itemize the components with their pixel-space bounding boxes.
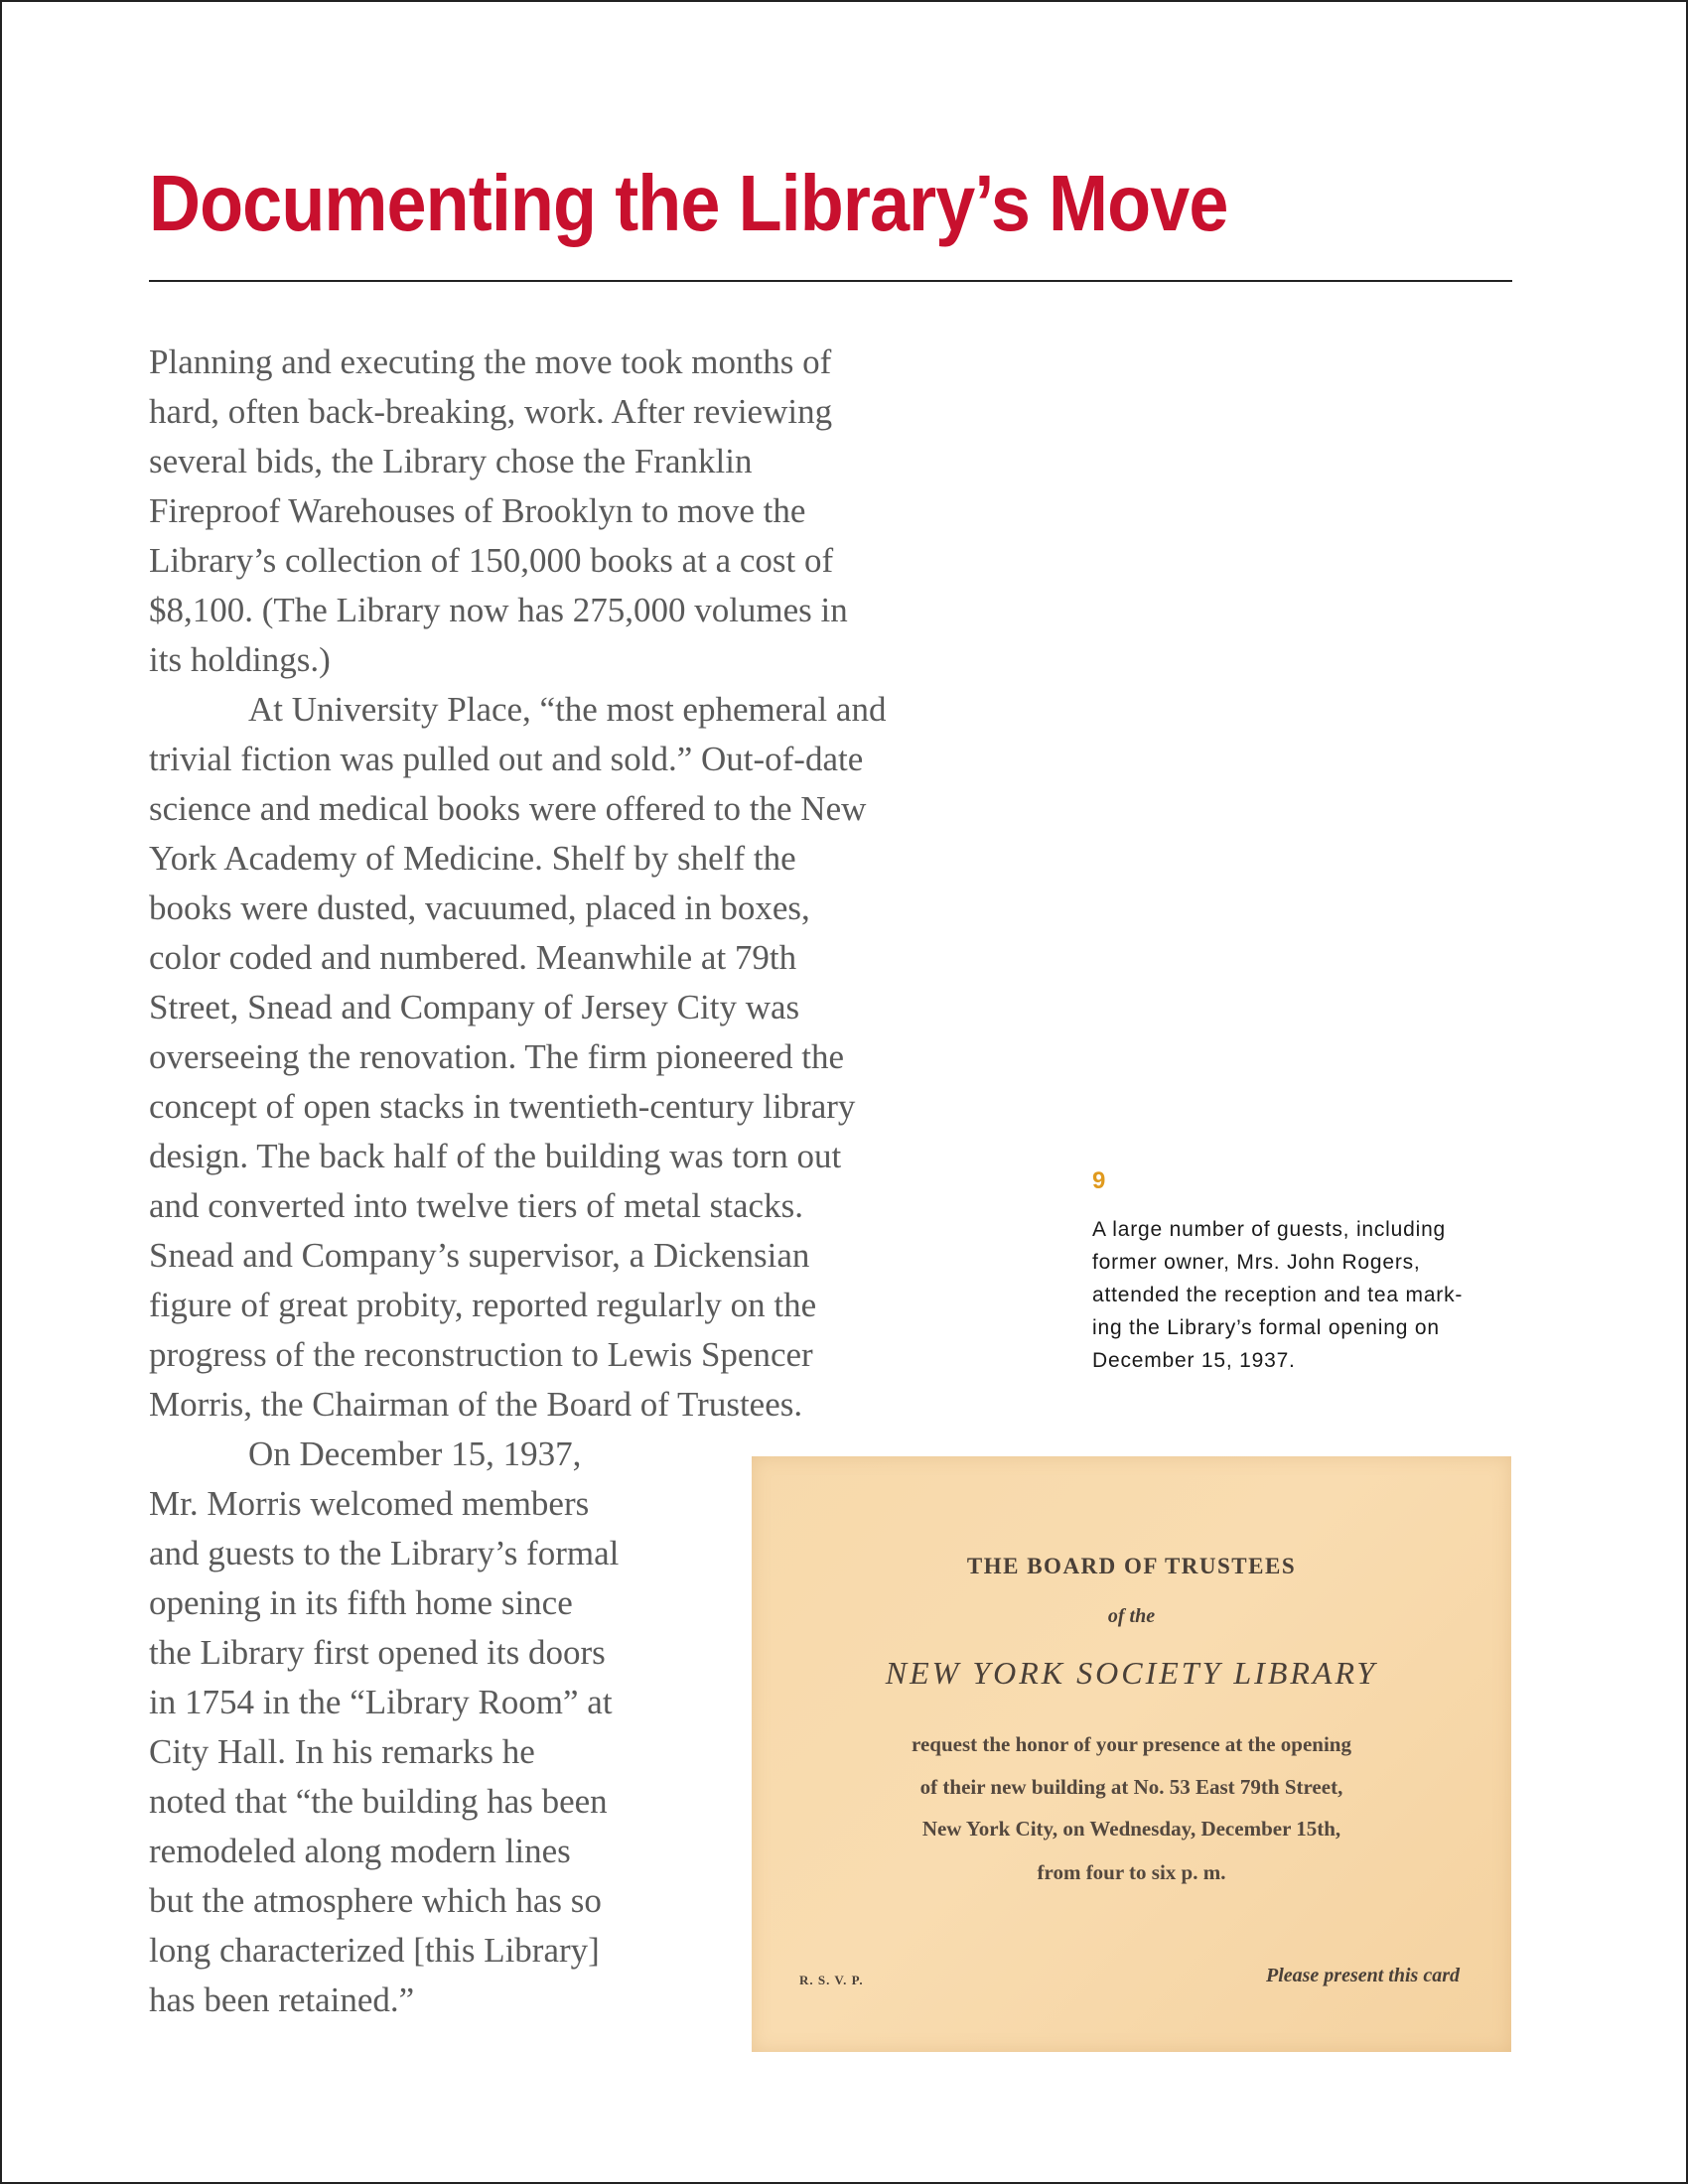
caption-line: former owner, Mrs. John Rogers,: [1092, 1251, 1421, 1274]
paragraph-1: [149, 338, 1043, 685]
caption-line: attended the reception and tea mark-: [1092, 1284, 1464, 1306]
card-of-the: of the: [1107, 1605, 1156, 1627]
text-line: several bids, the Library chose the Franklin: [149, 442, 753, 480]
text-line: has been retained.”: [149, 1980, 415, 2019]
text-line: Morris, the Chairman of the Board of Trustees.: [149, 1385, 803, 1424]
page-title: Documenting the Library’s Move: [149, 159, 1228, 247]
text-line: color coded and numbered. Meanwhile at 79th: [149, 938, 797, 977]
card-request-line: New York City, on Wednesday, December 15th,: [921, 1817, 1341, 1841]
title-divider: [149, 280, 1512, 282]
card-present-note: Please present this card: [1266, 1965, 1460, 1986]
text-line: concept of open stacks in twentieth-century library: [149, 1087, 856, 1126]
text-line: but the atmosphere which has so: [149, 1881, 602, 1920]
text-line: City Hall. In his remarks he: [149, 1732, 535, 1771]
caption-line: December 15, 1937.: [1092, 1349, 1296, 1372]
text-line: $8,100. (The Library now has 275,000 volumes in: [149, 591, 848, 629]
paragraph-2: [149, 685, 1043, 1430]
text-line: At University Place, “the most ephemeral and: [248, 690, 887, 729]
text-line: opening in its fifth home since: [149, 1583, 573, 1622]
card-request-line: from four to six p. m.: [1037, 1860, 1226, 1884]
text-line: Street, Snead and Company of Jersey City was: [149, 988, 800, 1026]
text-line: books were dusted, vacuumed, placed in boxes,: [149, 888, 810, 927]
card-organization: NEW YORK SOCIETY LIBRARY: [885, 1655, 1378, 1691]
text-line: in 1754 in the “Library Room” at: [149, 1683, 613, 1721]
caption-line: ing the Library’s formal opening on: [1092, 1316, 1440, 1339]
text-line: Fireproof Warehouses of Brooklyn to move the: [149, 491, 806, 530]
text-line: figure of great probity, reported regularly on the: [149, 1286, 817, 1324]
paragraph-3: [149, 1430, 745, 2025]
text-line: trivial fiction was pulled out and sold.” Out-of-date: [149, 740, 864, 778]
text-line: Planning and executing the move took months of: [149, 342, 832, 381]
text-line: and guests to the Library’s formal: [149, 1534, 620, 1572]
text-line: Mr. Morris welcomed members: [149, 1484, 590, 1523]
figure-caption: [1092, 1213, 1509, 1377]
text-line: science and medical books were offered to the New: [149, 789, 867, 828]
text-line: York Academy of Medicine. Shelf by shelf the: [149, 839, 796, 878]
text-line: remodeled along modern lines: [149, 1832, 571, 1870]
card-request-line: request the honor of your presence at the opening: [912, 1732, 1351, 1756]
text-line: overseeing the renovation. The firm pioneered the: [149, 1037, 845, 1076]
body-text-upper: [149, 338, 1043, 1430]
card-request-line: of their new building at No. 53 East 79th Street,: [919, 1775, 1343, 1799]
text-line: its holdings.): [149, 640, 331, 679]
card-heading: THE BOARD OF TRUSTEES: [966, 1554, 1297, 1578]
text-line: noted that “the building has been: [149, 1782, 608, 1821]
caption-number: 9: [1092, 1167, 1106, 1194]
text-line: and converted into twelve tiers of metal stacks.: [149, 1186, 803, 1225]
text-line: long characterized [this Library]: [149, 1931, 600, 1970]
text-line: On December 15, 1937,: [248, 1434, 582, 1473]
text-line: the Library first opened its doors: [149, 1633, 606, 1672]
text-line: progress of the reconstruction to Lewis Spencer: [149, 1335, 813, 1374]
text-line: Library’s collection of 150,000 books at a cost of: [149, 541, 834, 580]
caption-line: A large number of guests, including: [1092, 1218, 1447, 1241]
text-line: design. The back half of the building was torn out: [149, 1137, 842, 1175]
text-line: Snead and Company’s supervisor, a Dickensian: [149, 1236, 810, 1275]
text-line: hard, often back-breaking, work. After reviewing: [149, 392, 833, 431]
card-rsvp: R. S. V. P.: [799, 1973, 864, 1987]
invitation-card-image: [752, 1456, 1511, 2052]
